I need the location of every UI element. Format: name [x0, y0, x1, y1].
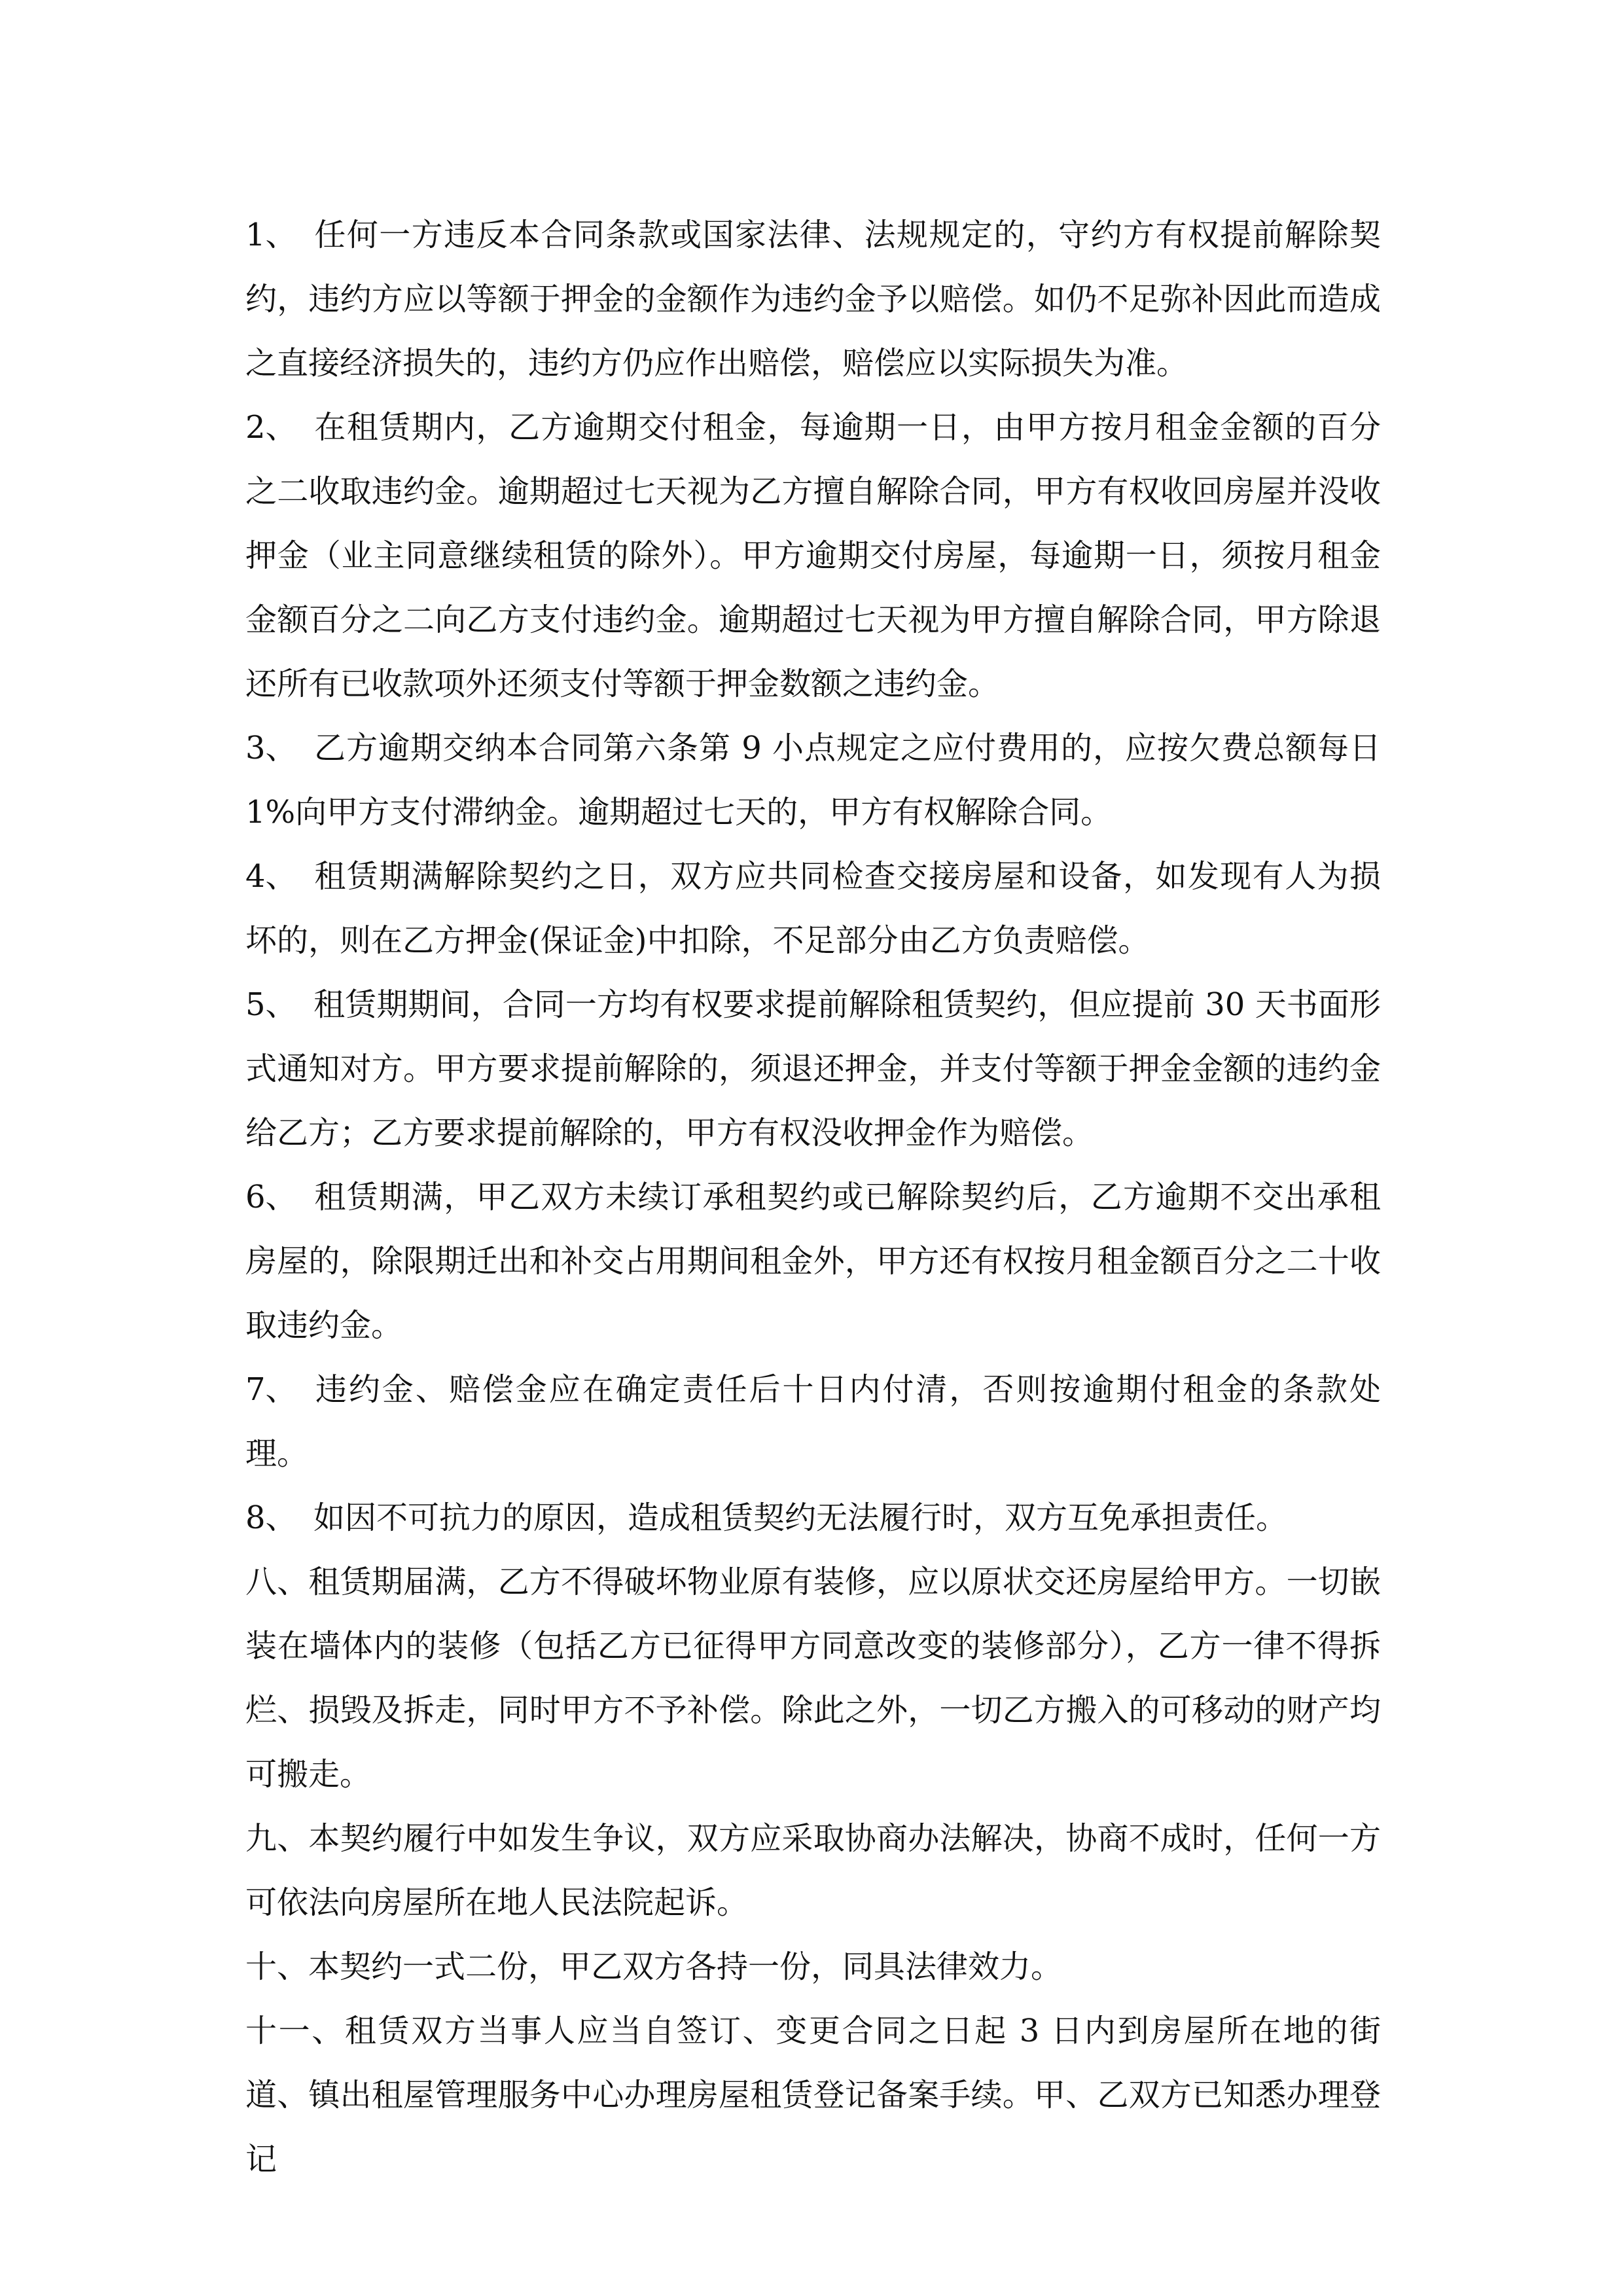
clause-1 — [245, 203, 1381, 395]
clause-number: 2、 — [245, 409, 297, 446]
section-text: 八、租赁期届满，乙方不得破坏物业原有装修，应以原状交还房屋给甲方。一切嵌装在墙体内的装修（包括乙方已征得甲方同意改变的装修部分），乙方一律不得拆烂、损毁及拆走，同时甲方不予补偿。除此之外，一切乙方搬入的可移动的财产均可搬走。 — [245, 1564, 1381, 1793]
clause-4 — [245, 844, 1381, 973]
section-11-registration — [245, 1999, 1381, 2191]
clause-text: 任何一方违反本合同条款或国家法律、法规规定的，守约方有权提前解除契约，违约方应以等额于押金的金额作为违约金予以赔偿。如仍不足弥补因此而造成之直接经济损失的，违约方仍应作出赔偿，赔偿应以实际损失为准。 — [245, 217, 1381, 382]
section-text: 十一、租赁双方当事人应当自签订、变更合同之日起 3 日内到房屋所在地的街道、镇出租屋管理服务中心办理房屋租赁登记备案手续。甲、乙双方已知悉办理登记 — [245, 2013, 1381, 2178]
clause-text: 如因不可抗力的原因，造成租赁契约无法履行时，双方互免承担责任。 — [313, 1499, 1288, 1536]
clause-8 — [245, 1486, 1381, 1550]
clause-number: 5、 — [245, 986, 297, 1023]
clause-number: 6、 — [245, 1179, 297, 1215]
clause-text: 在租赁期内，乙方逾期交付租金，每逾期一日，由甲方按月租金金额的百分之二收取违约金。逾期超过七天视为乙方擅自解除合同，甲方有权收回房屋并没收押金（业主同意继续租赁的除外）。甲方逾期交付房屋，每逾期一日，须按月租金金额百分之二向乙方支付违约金。逾期超过七天视为甲方擅自解除合同，甲方除退还所有已收款项外还须支付等额于押金数额之违约金。 — [245, 409, 1381, 702]
section-text: 九、本契约履行中如发生争议，双方应采取协商办法解决，协商不成时，任何一方可依法向房屋所在地人民法院起诉。 — [245, 1820, 1381, 1921]
clause-5 — [245, 973, 1381, 1165]
clause-text: 租赁期满解除契约之日，双方应共同检查交接房屋和设备，如发现有人为损坏的，则在乙方押金(保证金)中扣除，不足部分由乙方负责赔偿。 — [245, 858, 1381, 959]
clause-number: 1、 — [245, 217, 297, 253]
clause-7 — [245, 1357, 1381, 1486]
clause-text: 租赁期期间，合同一方均有权要求提前解除租赁契约，但应提前 30 天书面形式通知对方。甲方要求提前解除的，须退还押金，并支付等额于押金金额的违约金给乙方；乙方要求提前解除的，甲方有权没收押金作为赔偿。 — [245, 986, 1381, 1151]
clause-text: 违约金、赔偿金应在确定责任后十日内付清，否则按逾期付租金的条款处理。 — [245, 1371, 1381, 1472]
clause-6 — [245, 1165, 1381, 1357]
clause-number: 3、 — [245, 730, 297, 766]
section-9-disputes — [245, 1806, 1381, 1935]
clause-number: 7、 — [245, 1371, 297, 1408]
clause-2 — [245, 395, 1381, 716]
clause-number: 8、 — [245, 1499, 297, 1536]
clause-3 — [245, 716, 1381, 844]
clause-text: 乙方逾期交纳本合同第六条第 9 小点规定之应付费用的，应按欠费总额每日1%向甲方支付滞纳金。逾期超过七天的，甲方有权解除合同。 — [245, 730, 1381, 831]
contract-body — [245, 203, 1381, 2191]
clause-number: 4、 — [245, 858, 297, 895]
section-8-restoration — [245, 1550, 1381, 1806]
section-text: 十、本契约一式二份，甲乙双方各持一份，同具法律效力。 — [245, 1948, 1063, 1985]
section-10-copies — [245, 1935, 1381, 1999]
clause-text: 租赁期满，甲乙双方未续订承租契约或已解除契约后，乙方逾期不交出承租房屋的，除限期迁出和补交占用期间租金外，甲方还有权按月租金额百分之二十收取违约金。 — [245, 1179, 1381, 1344]
